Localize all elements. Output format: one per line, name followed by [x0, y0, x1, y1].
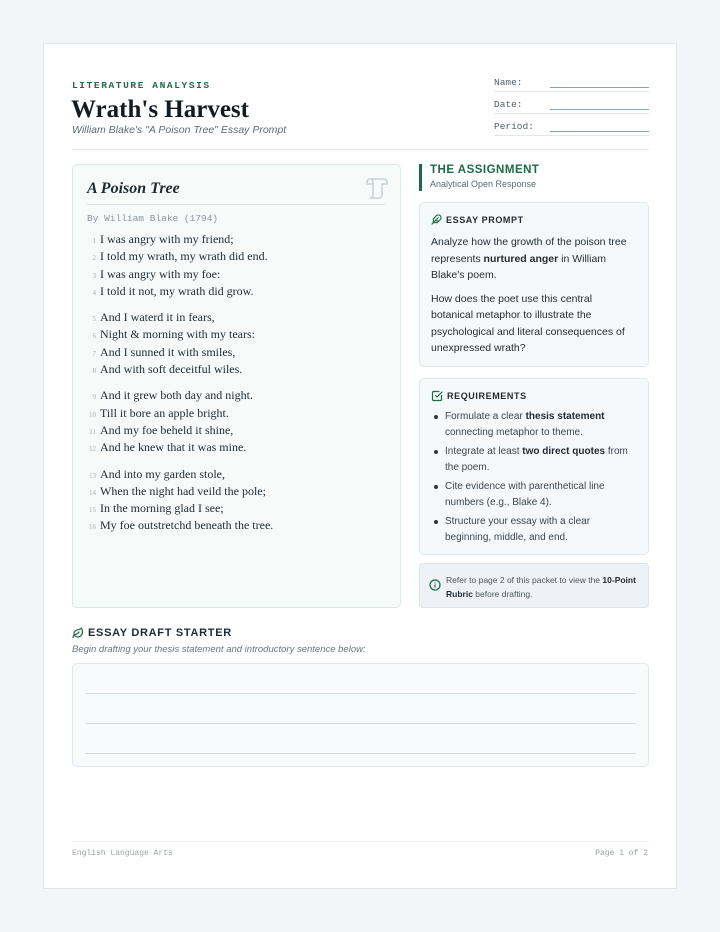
line-number: 16 — [89, 523, 96, 532]
stanza-4 — [87, 467, 387, 536]
prompt-text: in William Blake's poem. — [431, 252, 607, 281]
prompt-paragraph-2: How does the poet use this central botanical metaphor to illustrate the psychological and literal consequences of unexpressed wrath? — [431, 292, 625, 354]
requirements-heading — [431, 390, 637, 402]
poem-line — [87, 232, 387, 249]
line-text: I was angry with my friend; — [100, 232, 234, 246]
student-info-fields — [494, 70, 649, 136]
note-text: Refer to page 2 of this packet to view the — [446, 575, 603, 585]
poem-line — [87, 267, 387, 284]
line-number: 3 — [92, 271, 96, 280]
requirement-item — [431, 514, 637, 545]
requirements-card — [419, 378, 649, 555]
requirement-item — [431, 444, 637, 475]
note-emphasis: 10-Point Rubric — [446, 575, 636, 599]
poem-line — [87, 440, 387, 457]
page-title: Wrath's Harvest — [71, 96, 249, 123]
poem-line — [87, 249, 387, 266]
requirements-list — [431, 409, 637, 545]
page-subtitle: William Blake's "A Poison Tree" Essay Prompt — [72, 124, 287, 136]
line-text: And my foe beheld it shine, — [100, 422, 234, 437]
poem-line — [87, 518, 387, 535]
line-text: I told it not, my wrath did grow. — [100, 283, 254, 298]
poem-title: A Poison Tree — [87, 180, 180, 197]
footer-page-number: Page 1 of 2 — [595, 849, 648, 858]
writing-line-2[interactable] — [85, 723, 636, 724]
prompt-text: Analyze how the growth of the poison tree represents — [431, 236, 627, 265]
prompt-emphasis: nurtured anger — [483, 252, 559, 265]
footer-subject: English Language Arts — [72, 849, 173, 858]
line-number: 10 — [89, 410, 96, 419]
essay-draft-instructions: Begin drafting your thesis statement and introductory sentence below: — [72, 644, 366, 655]
line-number: 1 — [92, 237, 96, 245]
line-text: I told my wrath, my wrath did end. — [100, 249, 268, 264]
line-number: 14 — [89, 488, 96, 497]
line-text: And with soft deceitful wiles. — [100, 362, 243, 377]
line-text: In the morning glad I see; — [100, 501, 224, 516]
essay-draft-title: ESSAY DRAFT STARTER — [88, 627, 232, 639]
requirement-text: Structure your essay with a clear beginning, middle, and end. — [445, 516, 591, 543]
name-input-line[interactable] — [550, 87, 649, 88]
requirement-text: connecting metaphor to theme. — [445, 426, 583, 438]
requirement-text: from the poem. — [445, 446, 628, 473]
essay-draft-heading — [72, 627, 232, 639]
essay-prompt-heading — [431, 214, 637, 225]
date-input-line[interactable] — [550, 109, 649, 110]
line-text: My foe outstretchd beneath the tree. — [100, 518, 274, 533]
poem-divider — [87, 204, 385, 205]
section-kicker: LITERATURE ANALYSIS — [72, 80, 211, 91]
writing-line-1[interactable] — [85, 693, 636, 694]
assignment-header — [419, 164, 539, 191]
line-text: I was angry with my foe: — [100, 266, 221, 281]
assignment-title: THE ASSIGNMENT — [430, 164, 540, 176]
essay-prompt-card — [419, 202, 649, 367]
poem-line — [87, 423, 387, 440]
line-number: 5 — [92, 315, 96, 324]
poem-line — [87, 284, 387, 301]
leaf-icon — [72, 627, 84, 639]
essay-draft-area[interactable] — [72, 663, 649, 767]
period-field[interactable] — [494, 114, 649, 136]
poem-line — [87, 327, 387, 344]
period-label: Period: — [494, 121, 534, 132]
line-text: And I waterd it in fears, — [100, 310, 215, 325]
poem-line — [87, 345, 387, 362]
info-icon — [429, 579, 441, 591]
requirement-item — [431, 479, 637, 510]
requirement-text: Formulate a clear — [445, 411, 526, 422]
line-number: 6 — [92, 332, 96, 341]
line-text: And he knew that it was mine. — [100, 440, 247, 455]
poem-line — [87, 484, 387, 501]
requirement-emphasis: two direct quotes — [522, 446, 606, 457]
poem-line — [87, 406, 387, 423]
scroll-icon — [365, 175, 391, 201]
poem-stanzas — [87, 232, 387, 545]
stanza-1 — [87, 232, 387, 301]
line-number: 13 — [89, 471, 96, 480]
requirement-emphasis: thesis statement — [525, 411, 605, 422]
date-field[interactable] — [494, 92, 649, 114]
poem-line — [87, 467, 387, 484]
line-text: Night & morning with my tears: — [100, 327, 255, 342]
requirement-text: Cite evidence with parenthetical line numbers (e.g., Blake 4). — [445, 481, 605, 508]
assignment-subtitle: Analytical Open Response — [430, 179, 537, 189]
line-number: 2 — [92, 254, 96, 263]
line-text: And it grew both day and night. — [100, 388, 253, 403]
line-text: When the night had veild the pole; — [100, 483, 266, 498]
line-text: And into my garden stole, — [100, 466, 225, 481]
footer-divider — [72, 841, 649, 842]
period-input-line[interactable] — [550, 131, 649, 132]
stanza-3 — [87, 388, 387, 457]
poem-card — [72, 164, 401, 608]
line-number: 9 — [92, 393, 96, 402]
requirements-label: REQUIREMENTS — [447, 391, 527, 401]
note-text: before drafting. — [472, 589, 533, 599]
rubric-note — [419, 563, 649, 608]
writing-line-3[interactable] — [85, 753, 636, 754]
stanza-2 — [87, 310, 387, 379]
line-number: 8 — [92, 367, 96, 376]
line-text: And I sunned it with smiles, — [100, 344, 236, 359]
essay-prompt-label: ESSAY PROMPT — [446, 214, 524, 225]
poem-line — [87, 501, 387, 518]
requirement-text: Integrate at least — [445, 446, 523, 457]
line-number: 15 — [89, 506, 96, 515]
poem-line — [87, 310, 387, 327]
checkbox-icon — [431, 390, 443, 402]
line-number: 11 — [89, 427, 96, 436]
date-label: Date: — [494, 99, 523, 110]
line-number: 4 — [92, 288, 96, 297]
prompt-paragraph-1 — [431, 234, 637, 284]
name-label: Name: — [494, 77, 523, 88]
worksheet-page — [43, 43, 677, 889]
feather-icon — [431, 214, 442, 225]
poem-line — [87, 362, 387, 379]
line-text: Till it bore an apple bright. — [100, 405, 229, 420]
name-field[interactable] — [494, 70, 649, 92]
requirement-item — [431, 409, 637, 440]
header-divider — [72, 149, 649, 150]
poem-line — [87, 388, 387, 405]
line-number: 12 — [89, 445, 96, 454]
line-number: 7 — [92, 349, 96, 358]
poem-author: By William Blake (1794) — [87, 213, 219, 224]
